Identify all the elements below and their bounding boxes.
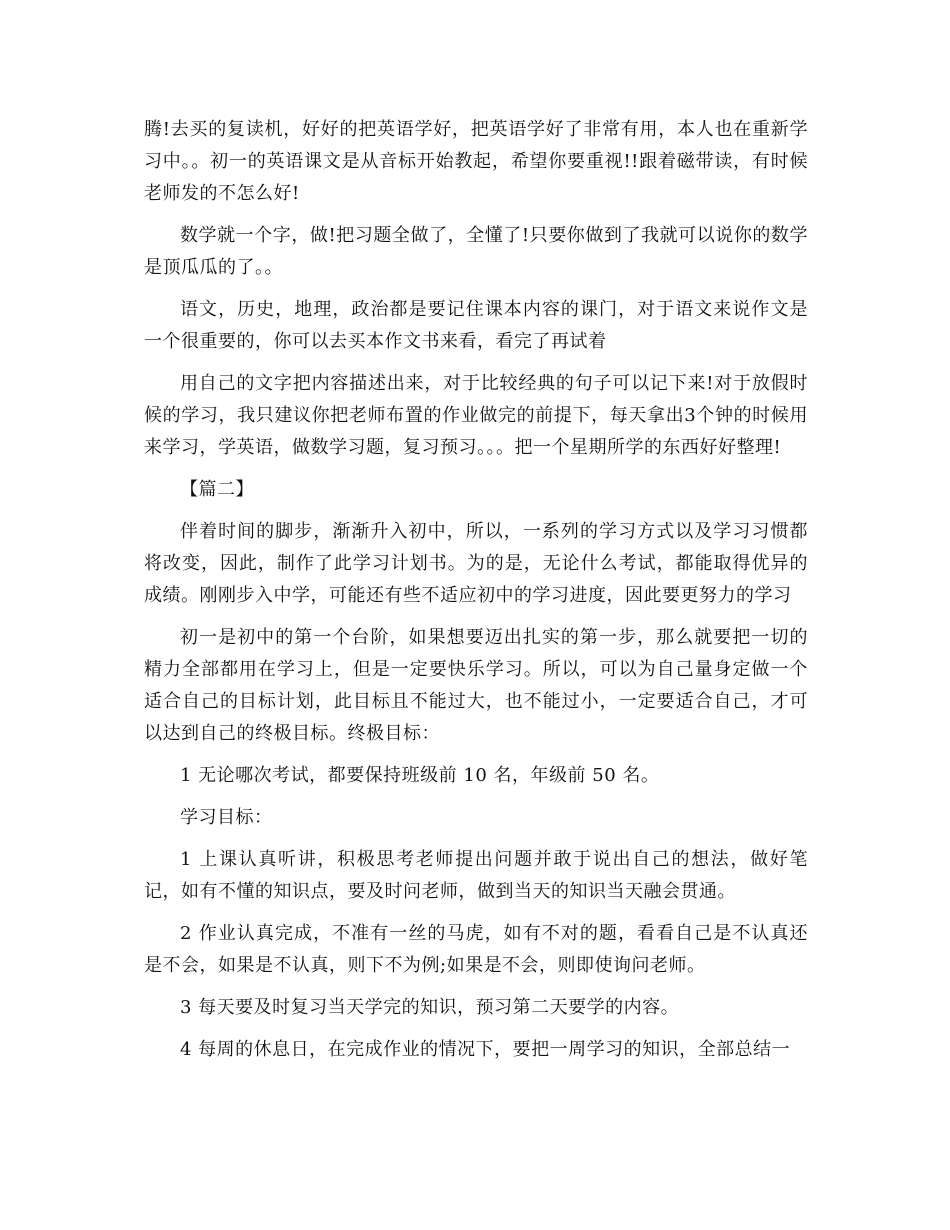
paragraph-math-study: 数学就一个字，做!把习题全做了，全懂了!只要你做到了我就可以说你的数学是顶瓜瓜的了。。 xyxy=(144,225,808,278)
subheading-study-goals: 学习目标： xyxy=(180,807,273,828)
list-item-study-goal-2: 2 作业认真完成，不准有一丝的马虎，如有不对的题，看看自己是不认真还是不会，如果是不认真，则下不为例;如果是不会，则即使询问老师。 xyxy=(144,923,808,976)
paragraph-introduction: 伴着时间的脚步，渐渐升入初中，所以，一系列的学习方式以及学习习惯都将改变，因此，制作了此学习计划书。为的是，无论什么考试，都能取得优异的成绩。刚刚步入中学，可能还有些不适应初中的学习进度，因此要更努力的学习 xyxy=(144,521,808,606)
list-item-study-goal-4: 4 每周的休息日，在完成作业的情况下，要把一周学习的知识，全部总结一 xyxy=(180,1039,791,1060)
list-item-study-goal-3: 3 每天要及时复习当天学完的知识，预习第二天要学的内容。 xyxy=(180,997,680,1018)
document-body xyxy=(144,114,808,1076)
list-item-study-goal-1: 1 上课认真听讲，积极思考老师提出问题并敢于说出自己的想法，做好笔记，如有不懂的知识点，要及时问老师，做到当天的知识当天融会贯通。 xyxy=(144,849,808,902)
section-heading-part-two: 【篇二】 xyxy=(180,479,254,500)
paragraph-english-study: 腾!去买的复读机，好好的把英语学好，把英语学好了非常有用，本人也在重新学习中。。初一的英语课文是从音标开始教起，希望你要重视!!跟着磁带读，有时候老师发的不怎么好! xyxy=(144,119,808,204)
list-item-ultimate-goal-1: 1 无论哪次考试，都要保持班级前 10 名，年级前 50 名。 xyxy=(180,765,660,786)
paragraph-first-step: 初一是初中的第一个台阶，如果想要迈出扎实的第一步，那么就要把一切的精力全部都用在学习上，但是一定要快乐学习。所以，可以为自己量身定做一个适合自己的目标计划，此目标且不能过大，也不能过小，一定要适合自己，才可以达到自己的终极目标。终极目标： xyxy=(144,627,808,744)
paragraph-holiday-study: 用自己的文字把内容描述出来，对于比较经典的句子可以记下来!对于放假时候的学习，我只建议你把老师布置的作业做完的前提下，每天拿出3个钟的时候用来学习，学英语，做数学习题，复习预习。。。把一个星期所学的东西好好整理! xyxy=(144,373,808,458)
paragraph-memorization-subjects: 语文，历史，地理，政治都是要记住课本内容的课门，对于语文来说作文是一个很重要的，你可以去买本作文书来看，看完了再试着 xyxy=(144,299,808,352)
